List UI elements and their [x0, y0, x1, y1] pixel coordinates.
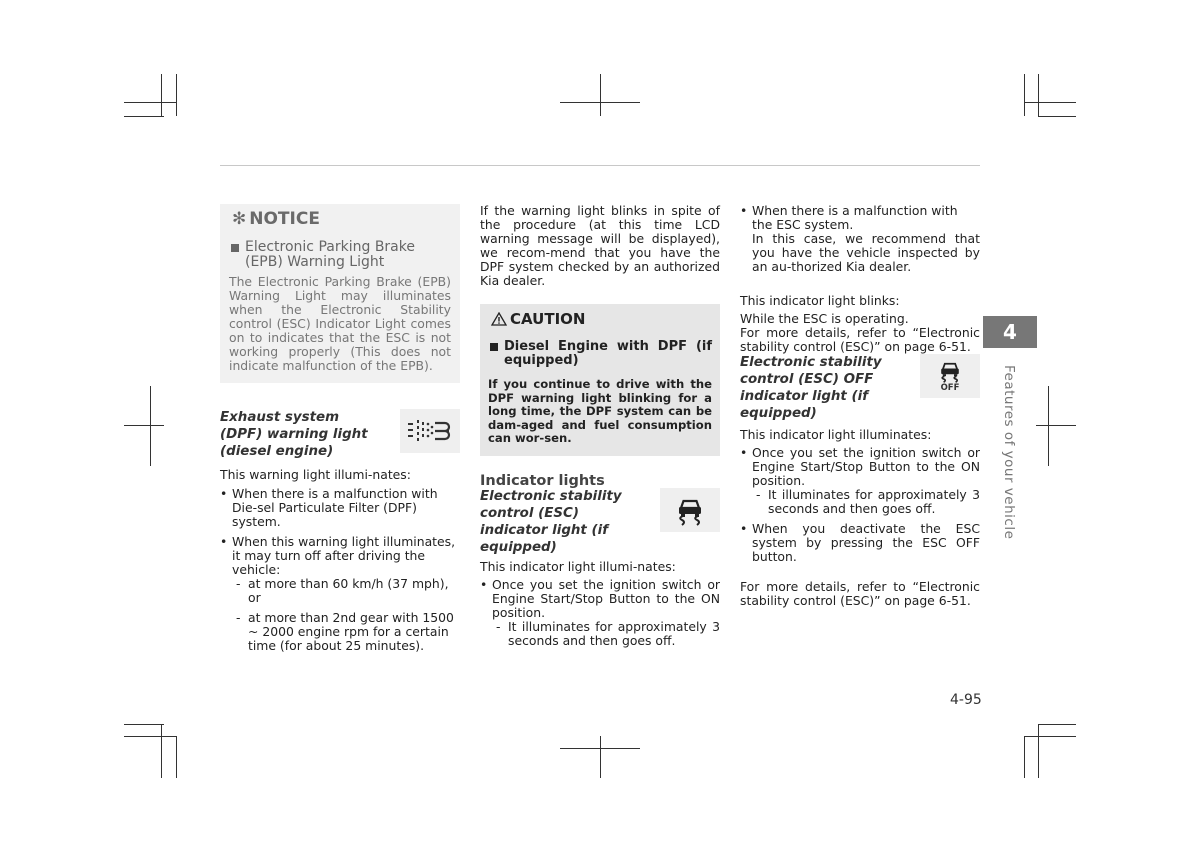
crop-mark: [161, 74, 162, 116]
asterisk-icon: ✻: [232, 209, 247, 229]
crop-mark: [1024, 736, 1076, 737]
esc-off-dash-text: It illuminates for approximately 3 seconds and then goes off.: [768, 487, 980, 516]
dpf-dash-2-text: at more than 2nd gear with 1500 ~ 2000 engine rpm for a certain time (for about 25 minutes).: [248, 610, 454, 653]
crop-mark: [124, 425, 164, 426]
crop-mark: [1038, 724, 1076, 725]
final-reference: For more details, refer to “Electronic stability control (ESC)” on page 6-51.: [740, 579, 980, 608]
notice-heading: [229, 240, 451, 270]
square-bullet-icon: [490, 343, 498, 351]
notice-title-text: NOTICE: [249, 209, 320, 229]
dpf-bullet-2-text: When this warning light illuminates, it may turn off after driving the vehicle:: [232, 534, 456, 577]
esc-malfunction-bullet: • When there is a malfunction with the ESC system. In this case, we recommend that you have the vehicle inspected by an au-thorized Kia dealer.: [740, 203, 980, 274]
dpf-blink-paragraph: If the warning light blinks in spite of the procedure (at this time LCD warning message will be displayed), we recom-mend that you have the DPF system checked by an authorized Kia dealer.: [480, 203, 720, 288]
dpf-title: Exhaust system (DPF) warning light (diesel engine): [220, 410, 368, 459]
esc-indicator-icon: [660, 488, 720, 532]
caution-heading-text: Diesel Engine with DPF (if equipped): [504, 339, 712, 368]
dpf-warning-icon: [400, 409, 460, 453]
dpf-header: [220, 409, 460, 460]
crop-mark: [124, 116, 164, 117]
esc-malfunction-text: When there is a malfunction with the ESC system.: [752, 203, 958, 232]
esc-bullet-text: Once you set the ignition switch or Engine Start/Stop Button to the ON position.: [492, 576, 720, 620]
esc-off-bullet-2: • When you deactivate the ESC system by pressing the ESC OFF button.: [740, 521, 980, 564]
esc-off-header: [740, 354, 980, 422]
crop-mark: [1048, 386, 1049, 466]
esc-dash: - It illuminates for approximately 3 seconds and then goes off.: [496, 618, 720, 648]
notice-box: [220, 204, 460, 383]
esc-off-bullet-2-text: When you deactivate the ESC system by pressing the ESC OFF button.: [752, 521, 980, 564]
dpf-intro: This warning light illumi-nates:: [220, 467, 411, 482]
notice-body: The Electronic Parking Brake (EPB) Warning Light may illuminates when the Electronic Stability control (ESC) Indicator Light comes on to indicates that the ESC is not working properly (This does not indicate malfunction of the EPB).: [229, 274, 451, 373]
crop-mark: [1038, 116, 1076, 117]
esc-malfunction-cont: In this case, we recommend that you have the vehicle inspected by an au-thorized Kia dealer.: [752, 231, 980, 274]
page-number: 4-95: [950, 692, 982, 708]
header-rule: [220, 165, 980, 166]
esc-title: Electronic stability control (ESC) indicator light (if equipped): [480, 488, 622, 555]
esc-off-bullet-1-text: Once you set the ignition switch or Engine Start/Stop Button to the ON position.: [752, 445, 980, 488]
column-1: [220, 204, 460, 653]
crop-mark: [1024, 102, 1076, 103]
illuminates-label: This indicator light illuminates:: [740, 427, 932, 442]
esc-off-dash: - It illuminates for approximately 3 seconds and then goes off.: [756, 487, 980, 516]
dpf-bullet-2: • When this warning light illuminates, it may turn off after driving the vehicle:: [220, 535, 460, 577]
blinks-line: While the ESC is operating.: [740, 311, 909, 326]
esc-bullet: • Once you set the ignition switch or Engine Start/Stop Button to the ON position.: [480, 576, 720, 620]
caution-title-text: CAUTION: [510, 310, 586, 328]
square-bullet-icon: [231, 244, 239, 252]
notice-heading-text: Electronic Parking Brake (EPB) Warning Light: [245, 239, 415, 270]
caution-title: [491, 312, 712, 326]
notice-title: [232, 209, 451, 229]
crop-mark: [1024, 736, 1025, 778]
crop-mark: [1036, 425, 1076, 426]
blinks-reference: For more details, refer to “Electronic stability control (ESC)” on page 6-51.: [740, 325, 980, 354]
caution-body: If you continue to drive with the DPF warning light blinking for a long time, the DPF system can be dam-aged and fuel consumption can wor-sen.: [488, 377, 712, 446]
crop-mark: [124, 736, 176, 737]
crop-mark: [176, 74, 177, 116]
off-icon-label: OFF: [940, 383, 960, 393]
crop-mark: [600, 74, 601, 116]
chapter-tab: [983, 316, 1037, 348]
warning-triangle-icon: [491, 312, 507, 326]
esc-dash-text: It illuminates for approximately 3 seconds and then goes off.: [508, 618, 720, 648]
dpf-bullet-1-text: When there is a malfunction with Die-sel Particulate Filter (DPF) system.: [232, 486, 438, 529]
crop-mark: [124, 724, 164, 725]
esc-off-title: Electronic stability control (ESC) OFF indicator light (if equipped): [740, 355, 882, 421]
esc-header: [480, 488, 720, 556]
crop-mark: [161, 724, 162, 778]
esc-off-bullet-1: • Once you set the ignition switch or Engine Start/Stop Button to the ON position.: [740, 445, 980, 488]
crop-mark: [1038, 724, 1039, 778]
chapter-number: 4: [1003, 320, 1017, 344]
crop-mark: [124, 102, 176, 103]
dpf-bullet-1: • When there is a malfunction with Die-sel Particulate Filter (DPF) system.: [220, 487, 460, 529]
dpf-dash-1: - at more than 60 km/h (37 mph), or: [236, 577, 460, 605]
esc-off-indicator-icon: [920, 354, 980, 398]
crop-mark: [1024, 74, 1025, 116]
crop-mark: [150, 386, 151, 466]
indicator-lights-heading: Indicator lights: [480, 472, 605, 489]
dpf-dash-1-text: at more than 60 km/h (37 mph), or: [248, 576, 449, 605]
crop-mark: [600, 736, 601, 778]
crop-mark: [176, 736, 177, 778]
caution-box: [480, 304, 720, 456]
column-3: [740, 204, 980, 608]
dpf-dash-2: - at more than 2nd gear with 1500 ~ 2000 engine rpm for a certain time (for about 25 minutes).: [236, 611, 460, 653]
chapter-label: Features of your vehicle: [1001, 365, 1017, 540]
column-2: [480, 204, 720, 648]
blinks-label: This indicator light blinks:: [740, 293, 900, 308]
crop-mark: [1038, 74, 1039, 116]
caution-heading: [488, 340, 712, 368]
esc-intro: This indicator light illumi-nates:: [480, 558, 676, 574]
